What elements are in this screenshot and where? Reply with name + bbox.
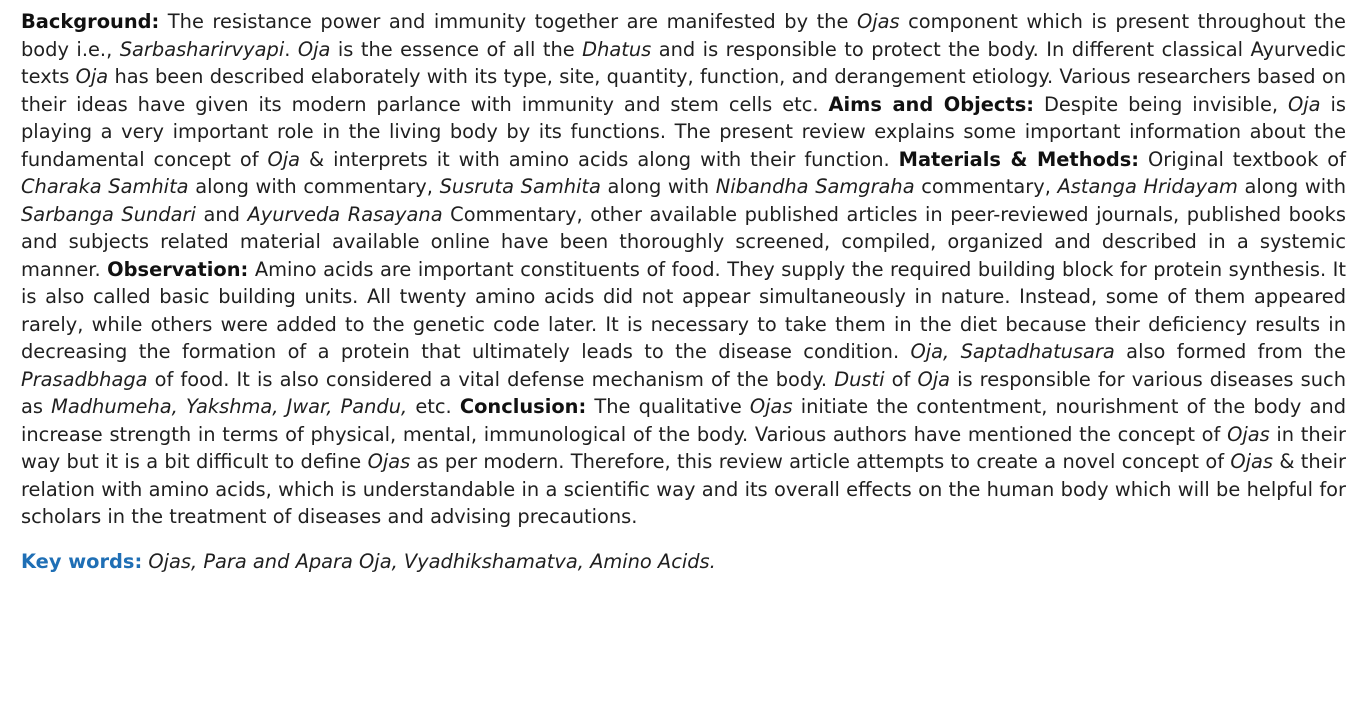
methods-term: Susruta Samhita: [439, 175, 601, 198]
background-heading: Background:: [21, 10, 160, 33]
background-term: Oja: [75, 65, 109, 88]
observation-heading: Observation:: [107, 257, 249, 281]
methods-term: Nibandha Samgraha: [715, 175, 915, 198]
observation-term: Madhumeha, Yakshma, Jwar, Pandu,: [51, 395, 408, 418]
background-text: .: [284, 37, 298, 61]
background-term: Oja: [297, 37, 331, 61]
background-text: and is responsible to protect the body. In different classical Ayurvedic texts: [21, 37, 1346, 88]
methods-text: and: [195, 202, 248, 226]
background-text: component which is present throughout the body i.e.,: [21, 10, 1346, 61]
observation-term: Oja, Saptadhatusara: [910, 340, 1115, 363]
observation-term: Dusti: [834, 367, 885, 391]
aims-heading: Aims and Objects:: [828, 92, 1034, 116]
observation-text: Amino acids are important constituents of food. They supply the required building block for protein synthesis. It is also called basic building units. All twenty amino acids did not appear simultaneously in nature. Instead, some of them appeared rarely, while others were added to the genetic code later. It is necessary to take them in the diet because their deficiency results in decreasing the formation of a protein that ultimately leads to the disease condition.: [21, 257, 1346, 363]
methods-heading: Materials & Methods:: [898, 147, 1139, 171]
methods-text: along with: [600, 175, 716, 198]
conclusion-text: The qualitative: [586, 395, 750, 418]
observation-term: Oja: [917, 367, 950, 391]
conclusion-term: Ojas: [1230, 450, 1274, 473]
background-term: Sarbasharirvyapi: [119, 37, 285, 61]
background-text: The resistance power and immunity together are manifested by the: [159, 10, 857, 33]
observation-text: is responsible for various diseases such as: [21, 367, 1346, 418]
aims-text: is playing a very important role in the living body by its functions. The present review explains some important information about the fundamental concept of: [21, 92, 1346, 171]
methods-text: commentary,: [914, 175, 1058, 198]
observation-text: of: [884, 367, 918, 391]
conclusion-text: as per modern. Therefore, this review article attempts to create a novel concept of: [410, 450, 1231, 473]
background-term: Ojas: [856, 10, 900, 33]
conclusion-term: Ojas: [1227, 422, 1270, 446]
background-term: Dhatus: [582, 37, 652, 61]
methods-text: along with: [1237, 175, 1346, 198]
abstract-page: [21, 8, 1346, 575]
background-text: has been described elaborately with its type, site, quantity, function, and derangement etiology. Various researchers based on their ideas have given its modern parlance with immunity and stem cells etc.: [21, 65, 1346, 116]
methods-term: Astanga Hridayam: [1057, 175, 1238, 198]
aims-text: & interprets it with amino acids along with their function.: [300, 147, 899, 171]
abstract-paragraph: [21, 8, 1346, 531]
observation-term: Prasadbhaga: [21, 367, 148, 391]
keywords-line: [21, 548, 1346, 576]
conclusion-term: Ojas: [749, 395, 793, 418]
methods-term: Ayurveda Rasayana: [247, 202, 443, 226]
conclusion-term: Ojas: [367, 450, 411, 473]
background-text: is the essence of all the: [330, 37, 583, 61]
conclusion-text: & their relation with amino acids, which is understandable in a scientific way and its overall effects on the human body which will be helpful for scholars in the treatment of diseases and advising precautions.: [21, 450, 1346, 528]
conclusion-heading: Conclusion:: [459, 395, 587, 418]
methods-term: Sarbanga Sundari: [21, 202, 196, 226]
methods-text: Commentary, other available published articles in peer-reviewed journals, published books and subjects related material available online have been thoroughly screened, compiled, organized and described in a systemic manner.: [21, 202, 1347, 281]
keywords-label: Key words:: [21, 549, 143, 573]
observation-text: of food. It is also considered a vital defense mechanism of the body.: [147, 367, 835, 391]
methods-term: Charaka Samhita: [21, 175, 189, 198]
conclusion-text: initiate the contentment, nourishment of the body and increase strength in terms of physical, mental, immunological of the body. Various authors have mentioned the concept of: [21, 395, 1347, 446]
conclusion-text: in their way but it is a bit difficult to define: [21, 422, 1346, 473]
aims-text: Despite being invisible,: [1034, 92, 1289, 116]
aims-term: Oja: [267, 147, 301, 171]
observation-text: also formed from the: [1114, 340, 1346, 363]
keywords-text: Ojas, Para and Apara Oja, Vyadhikshamatva, Amino Acids.: [142, 549, 716, 573]
observation-text: etc.: [407, 395, 460, 418]
aims-term: Oja: [1288, 92, 1321, 116]
methods-text: along with commentary,: [188, 175, 440, 198]
methods-text: Original textbook of: [1139, 147, 1347, 171]
